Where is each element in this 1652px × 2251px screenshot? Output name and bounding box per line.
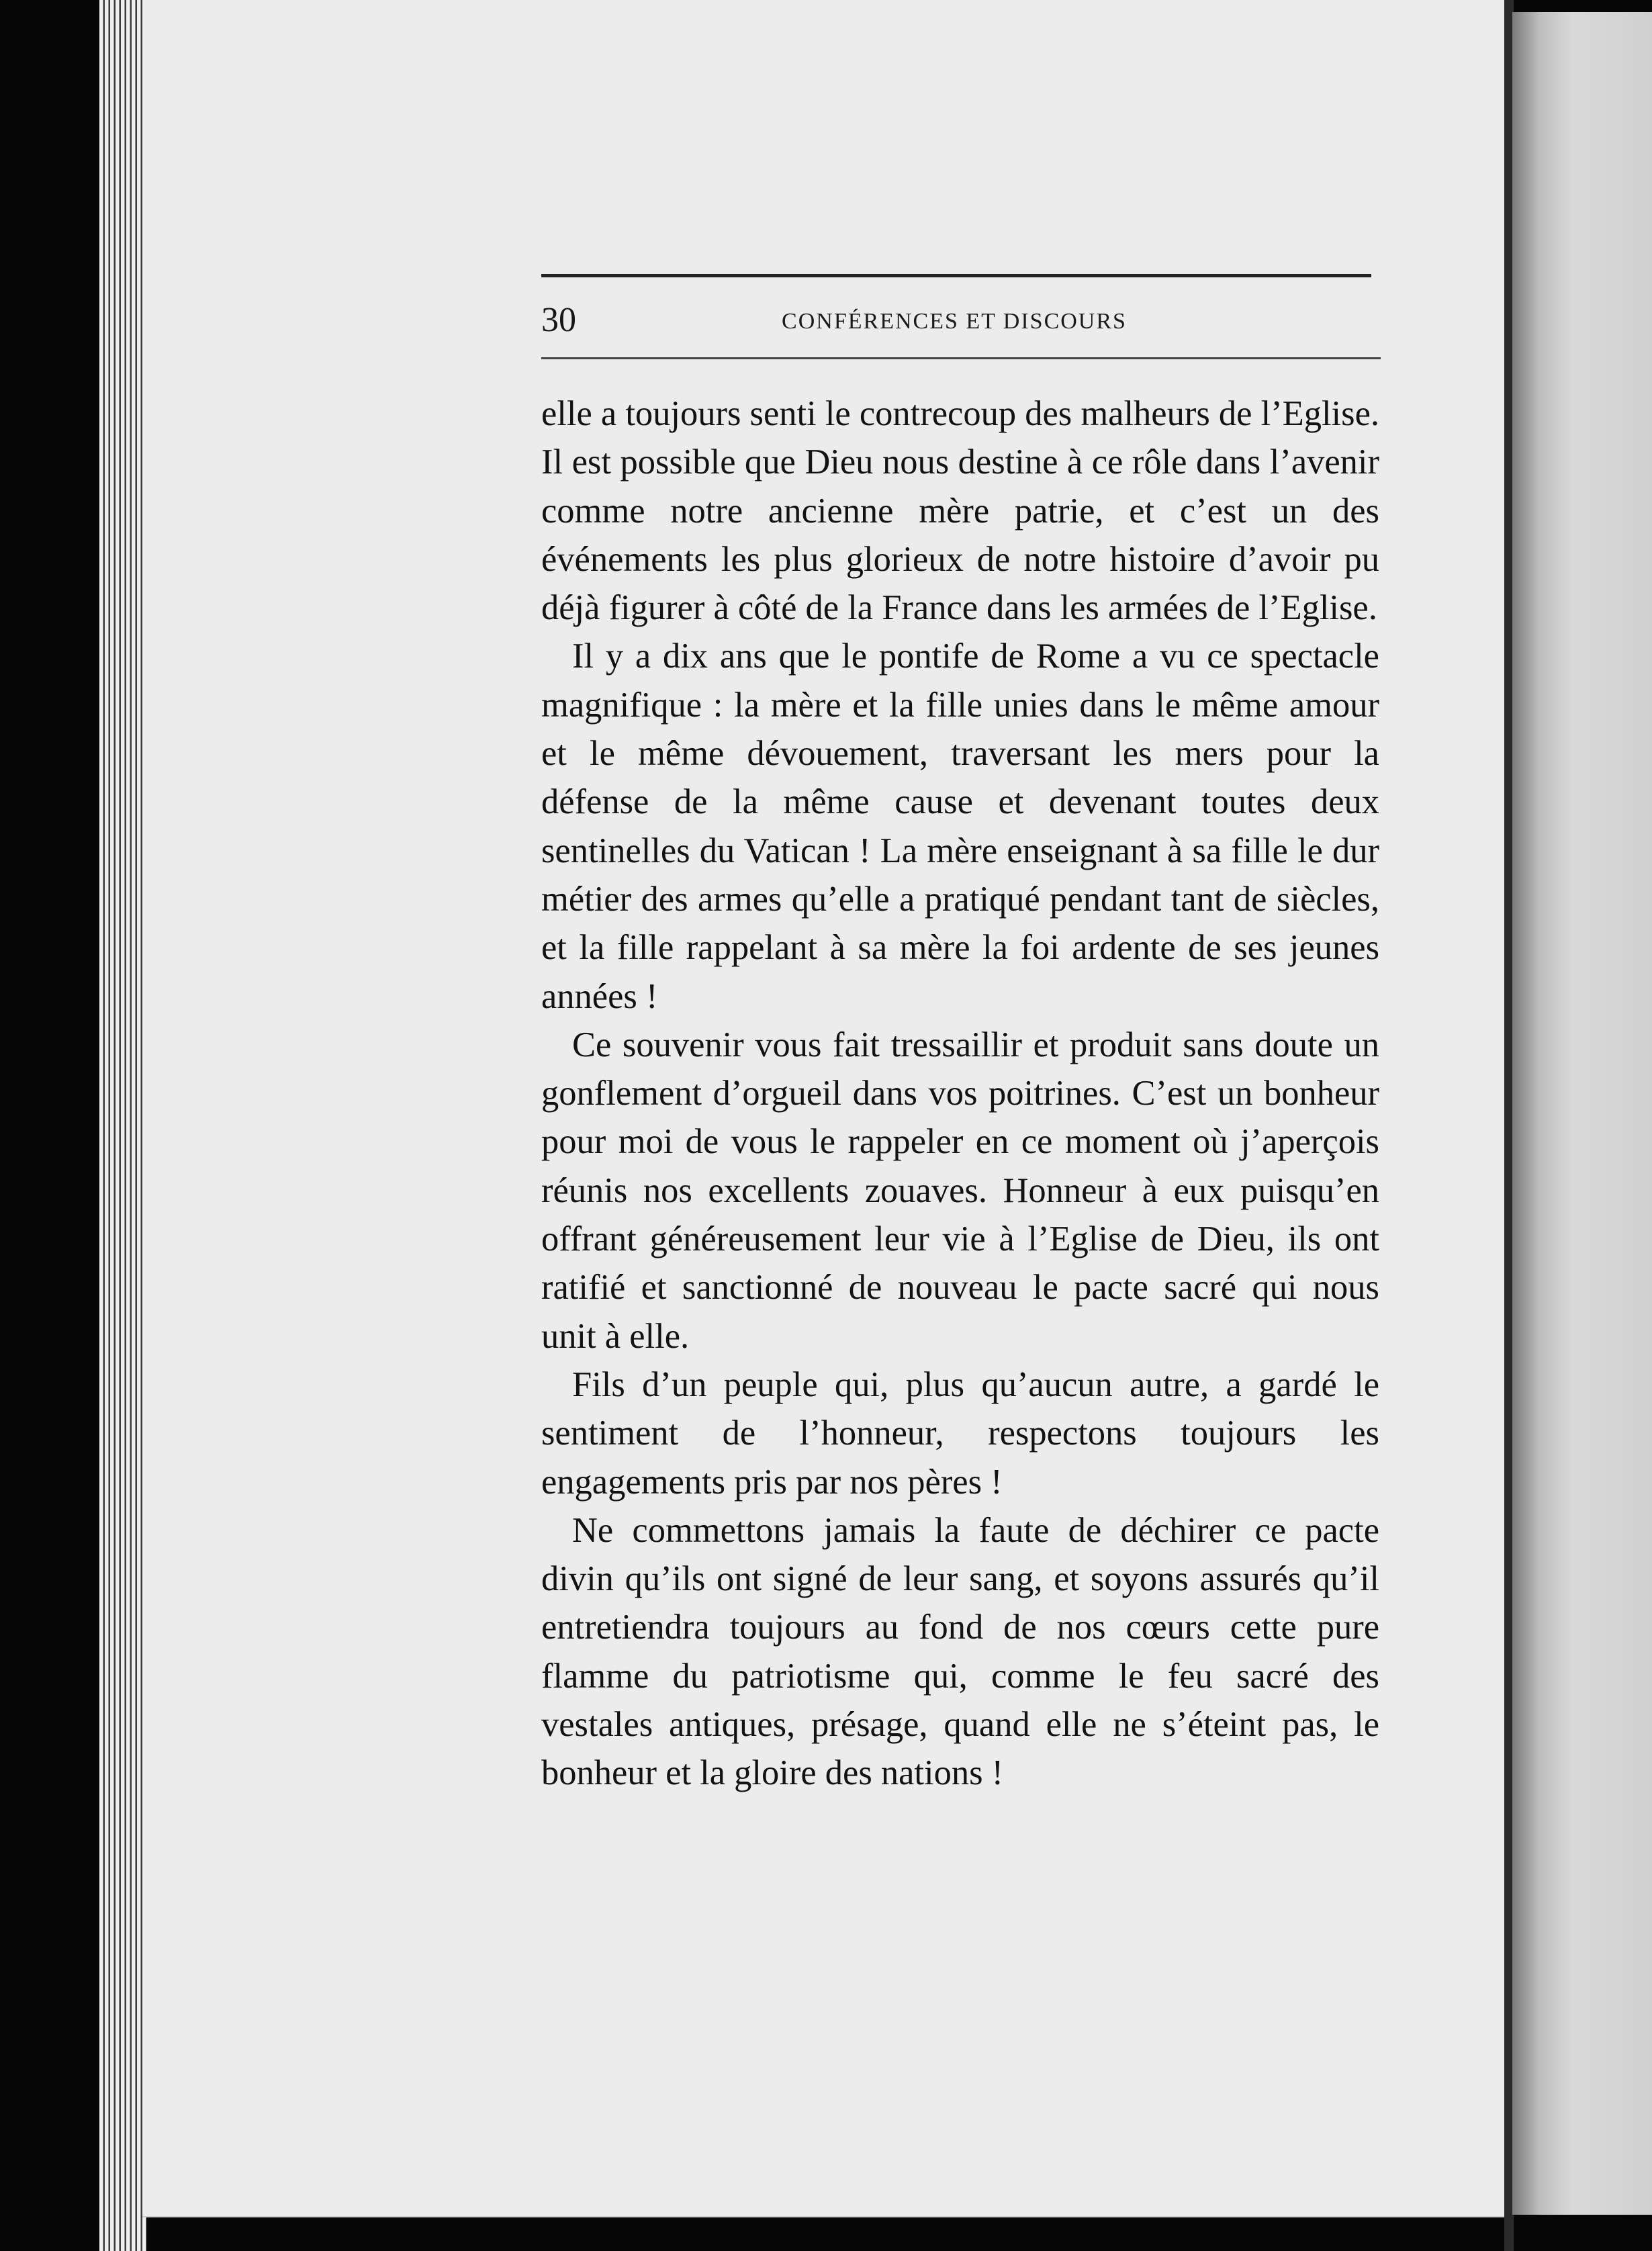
book-page-edges xyxy=(99,0,146,2251)
paragraph: Fils d’un peuple qui, plus qu’aucun autre, a gardé le sentiment de l’honneur, respectons toujours les engagements pris par nos pères ! xyxy=(541,1365,1379,1502)
page-number: 30 xyxy=(541,301,576,339)
paragraph: Il y a dix ans que le pontife de Rome a vu ce spectacle magnifique : la mère et la fille unies dans le même amour et le même dévouement, traversant les mers pour la défense de la même cause et devenant toutes deux sentinelles du Vatican ! La mère enseignant à sa fille le dur métier des armes qu’elle a pratiqué pendant tant de siècles, et la fille rappelant à sa mère la foi ardente de ses jeunes années ! xyxy=(541,637,1379,1016)
header-top-rule xyxy=(541,274,1371,277)
paragraph: Ce souvenir vous fait tressaillir et produit sans doute un gonflement d’orgueil dans vos poitrines. C’est un bonheur pour moi de vous le rappeler en ce moment où j’aperçois réunis nos excellents zouaves. Honneur à eux puisqu’en offrant généreusement leur vie à l’Eglise de Dieu, ils ont ratifié et sanctionné de nouveau le pacte sacré qui nous unit à elle. xyxy=(541,1025,1379,1356)
body-text xyxy=(541,389,1379,1798)
header-bottom-rule xyxy=(541,357,1381,359)
running-title: CONFÉRENCES ET DISCOURS xyxy=(782,309,1127,334)
facing-page-edge xyxy=(1512,12,1652,2215)
paragraph: Ne commettons jamais la faute de déchirer ce pacte divin qu’ils ont signé de leur sang, et soyons assurés qu’il entretiendra toujours au fond de nos cœurs cette pure flamme du patriotisme qui, comme le feu sacré des vestales antiques, présage, quand elle ne s’éteint pas, le bonheur et la gloire des nations ! xyxy=(541,1510,1379,1793)
paragraph: elle a toujours senti le contrecoup des malheurs de l’Eglise. Il est possible que Dieu nous destine à ce rôle dans l’avenir comme notre ancienne mère patrie, et c’est un des événements les plus glorieux de notre histoire d’avoir pu déjà figurer à côté de la France dans les armées de l’Eglise. xyxy=(541,394,1379,628)
running-header xyxy=(541,297,1371,344)
